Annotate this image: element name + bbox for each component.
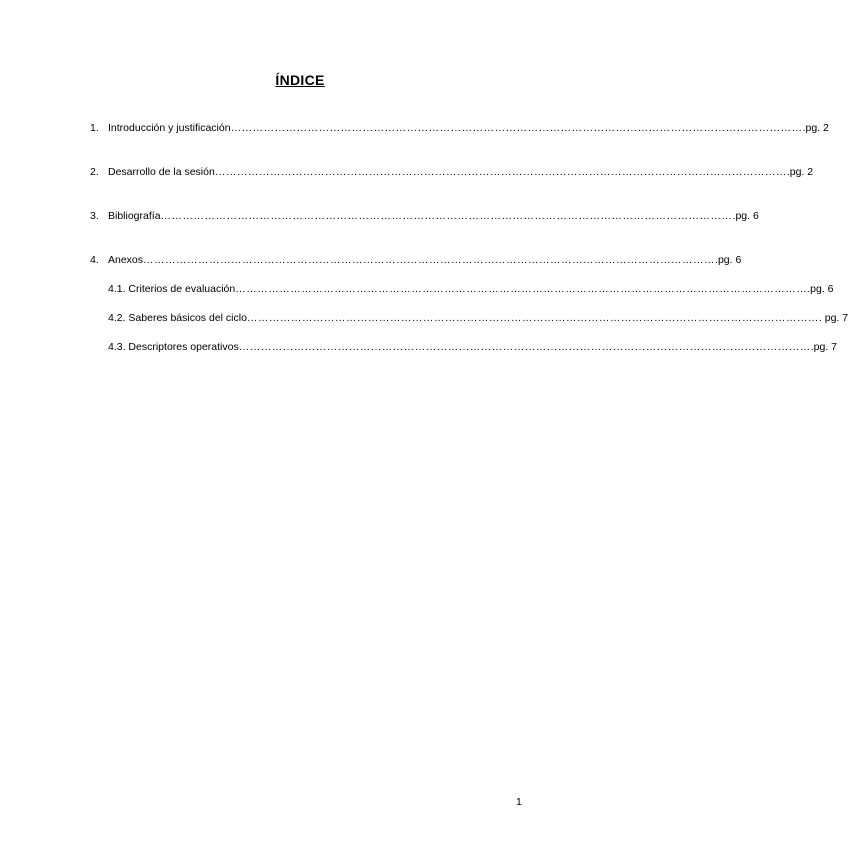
toc-entry-number: 1. xyxy=(90,122,99,134)
page-number: 1 xyxy=(516,796,522,808)
toc-entry-bibliografia xyxy=(90,209,759,223)
toc-dot-leader: ………………………………………………………………………………………………………………………………………… xyxy=(238,341,811,353)
toc-subentry-page: .pg. 7 xyxy=(810,341,838,353)
toc-subentry-saberes xyxy=(108,311,848,325)
toc-entry-desarrollo xyxy=(90,165,814,179)
toc-dot-leader: ………………………………………………………………………………………………………………………………………… xyxy=(230,122,803,134)
toc-dot-leader: ………………………………………………………………………………………………………………………………………… xyxy=(235,283,808,295)
toc-entry-label: Desarrollo de la sesión xyxy=(108,166,215,178)
toc-dot-leader: ………………………………………………………………………………………………………………………………………… xyxy=(214,166,787,178)
toc-subentry-page: .pg. 6 xyxy=(807,283,834,295)
toc-subentry-page: . pg. 7 xyxy=(818,312,848,324)
toc-entry-label: Bibliografía xyxy=(108,210,161,222)
toc-entry-anexos xyxy=(90,253,742,267)
toc-dot-leader: ………………………………………………………………………………………………………………………………………… xyxy=(160,210,733,222)
toc-entry-number: 2. xyxy=(90,166,99,178)
toc-entry-page: .pg. 6 xyxy=(732,210,759,222)
toc-dot-leader: ………………………………………………………………………………………………………………………………………… xyxy=(246,312,819,324)
toc-entry-label: Introducción y justificación xyxy=(108,122,231,134)
toc-entry-page: .pg. 2 xyxy=(786,166,814,178)
toc-subentry-label: 4.3. Descriptores operativos xyxy=(108,341,239,353)
index-title: ÍNDICE xyxy=(275,72,325,88)
toc-subentry-label: 4.1. Criterios de evaluación xyxy=(108,283,236,295)
toc-entry-page: .pg. 2 xyxy=(802,122,829,134)
toc-subentry-label: 4.2. Saberes básicos del ciclo xyxy=(108,312,247,324)
toc-entry-introduccion xyxy=(90,121,829,135)
toc-entry-label: Anexos xyxy=(108,254,144,266)
toc-entry-number: 3. xyxy=(90,210,99,222)
toc-subentry-criterios xyxy=(108,282,834,296)
toc-entry-number: 4. xyxy=(90,254,99,266)
toc-dot-leader: ………………………………………………………………………………………………………………………………………… xyxy=(143,254,716,266)
toc-entry-page: .pg. 6 xyxy=(715,254,742,266)
toc-subentry-descriptores xyxy=(108,340,838,354)
